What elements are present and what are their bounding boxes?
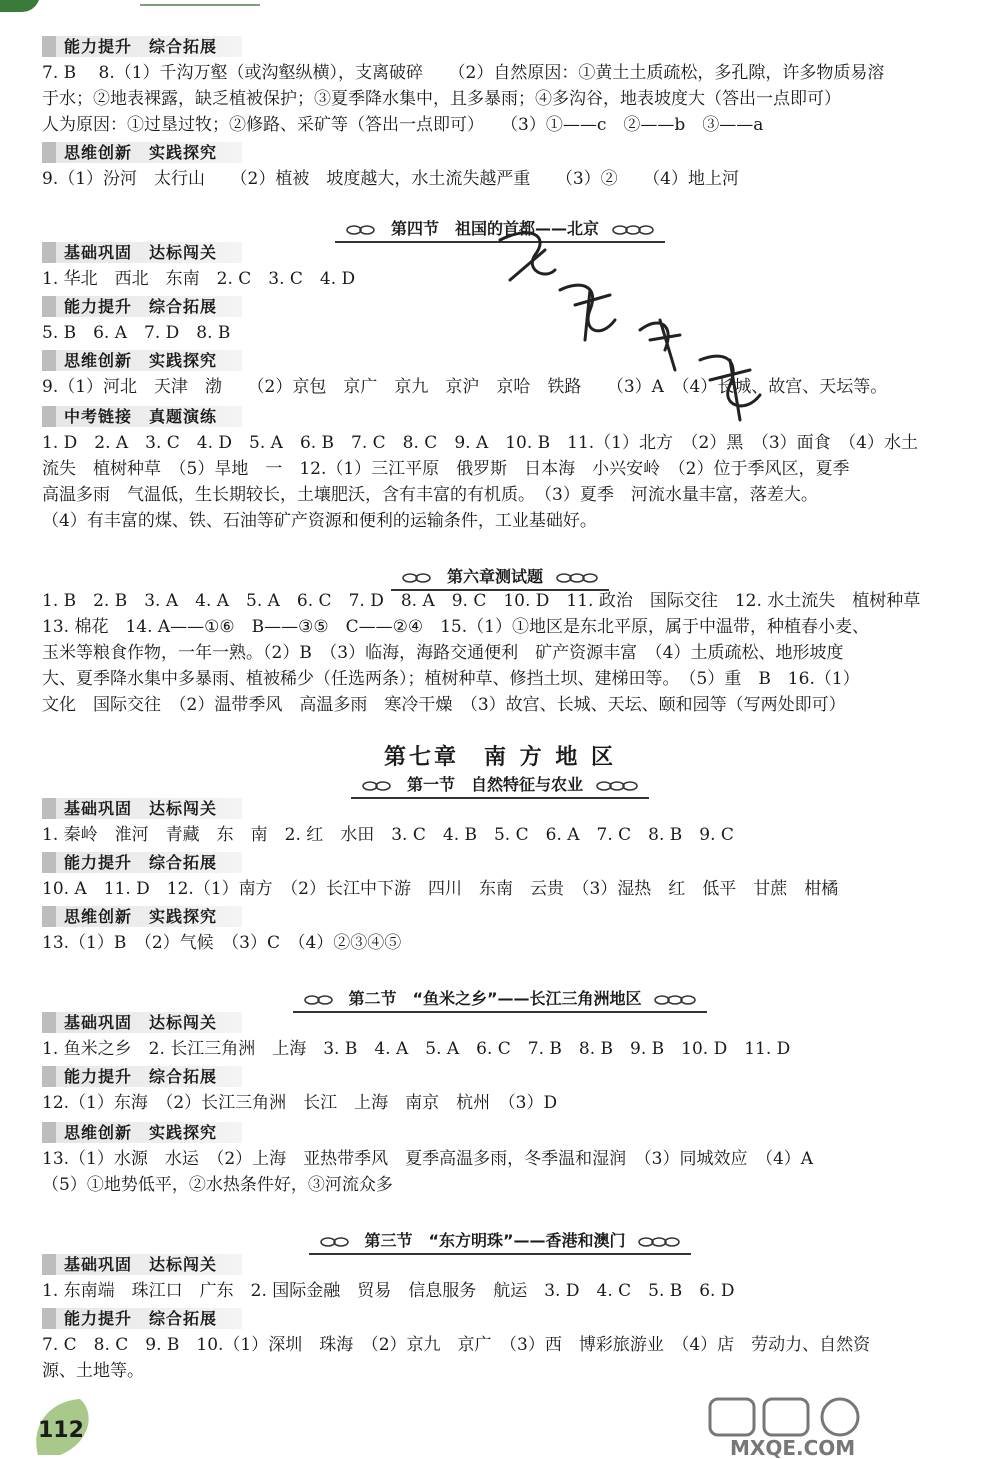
tag-basic: 基础巩固 达标闯关 bbox=[42, 1012, 242, 1033]
ornament-icon bbox=[637, 1236, 681, 1248]
ornament-icon bbox=[361, 780, 395, 792]
answer-line: 13. 棉花 14. A——①⑥ B——③⑤ C——②④ 15.（1）①地区是东北平原，属于中温带，种植春小麦、 bbox=[42, 617, 869, 637]
answer-line: 源、土地等。 bbox=[42, 1361, 144, 1381]
section-title: 第六章测试题 bbox=[446, 567, 543, 586]
answer-line: 人为原因：①过垦过牧；②修路、采矿等（答出一点即可） （3）①——c ②——b ③——a bbox=[42, 115, 764, 135]
section-heading-ch6-test bbox=[0, 564, 1000, 591]
tag-ability: 能力提升 综合拓展 bbox=[42, 852, 242, 873]
tag-exam: 中考链接 真题演练 bbox=[42, 406, 242, 427]
tag-basic: 基础巩固 达标闯关 bbox=[42, 1254, 242, 1275]
answer-line: 1. 华北 西北 东南 2. C 3. C 4. D bbox=[42, 269, 356, 289]
ornament-icon bbox=[319, 1236, 353, 1248]
answer-line: 大、夏季降水集中多暴雨、植被稀少（任选两条）；植树种草、修挡土坝、建梯田等。 （5）重 B 16.（1） bbox=[42, 669, 860, 689]
ornament-icon bbox=[303, 994, 337, 1006]
answer-line: 1. B 2. B 3. A 4. A 5. A 6. C 7. D 8. A 9. C 10. D 11. 政治 国际交往 12. 水土流失 植树种草 bbox=[42, 591, 921, 611]
answer-line: 于水；②地表裸露，缺乏植被保护；③夏季降水集中，且多暴雨；④多沟谷，地表坡度大（答出一点即可） bbox=[42, 89, 841, 109]
answer-line: 流失 植树种草 （5）旱地 一 12.（1）三江平原 俄罗斯 日本海 小兴安岭 （2）位于季风区，夏季 bbox=[42, 459, 850, 479]
answer-line: 7. C 8. C 9. B 10.（1）深圳 珠海 （2）京九 京广 （3）西 博彩旅游业 （4）店 劳动力、自然资 bbox=[42, 1335, 871, 1355]
answer-line: 7. B 8.（1）千沟万壑（或沟壑纵横），支离破碎 （2）自然原因：①黄土土质疏松，多孔隙，许多物质易溶 bbox=[42, 63, 885, 83]
page-number: 112 bbox=[38, 1418, 84, 1443]
answer-line: 1. 秦岭 淮河 青藏 东 南 2. 红 水田 3. C 4. B 5. C 6. A 7. C 8. B 9. C bbox=[42, 825, 734, 845]
logo-text: MXQE.COM bbox=[730, 1436, 856, 1459]
answer-line: 5. B 6. A 7. D 8. B bbox=[42, 323, 231, 343]
answer-line: 1. D 2. A 3. C 4. D 5. A 6. B 7. C 8. C 9. A 10. B 11.（1）北方 （2）黑 （3）面食 （4）水土 bbox=[42, 433, 918, 453]
answer-line: 13.（1）水源 水运 （2）上海 亚热带季风 夏季高温多雨，冬季温和湿润 （3）同城效应 （4）A bbox=[42, 1149, 814, 1169]
handwritten-watermark bbox=[490, 210, 810, 450]
answer-line: 1. 东南端 珠江口 广东 2. 国际金融 贸易 信息服务 航运 3. D 4. C 5. B 6. D bbox=[42, 1281, 735, 1301]
ornament-icon bbox=[345, 224, 379, 236]
section-heading-nature bbox=[0, 772, 1000, 799]
answer-line: （4）有丰富的煤、铁、石油等矿产资源和便利的运输条件，工业基础好。 bbox=[42, 511, 597, 531]
answer-line: 高温多雨 气温低，生长期较长，土壤肥沃，含有丰富的有机质。 （3）夏季 河流水量丰富，落差大。 bbox=[42, 485, 818, 505]
top-decoration bbox=[0, 0, 260, 14]
ornament-icon bbox=[653, 994, 697, 1006]
answer-line: （5）①地势低平，②水热条件好，③河流众多 bbox=[42, 1175, 393, 1195]
tag-basic: 基础巩固 达标闯关 bbox=[42, 798, 242, 819]
answer-line: 9.（1）汾河 太行山 （2）植被 坡度越大，水土流失越严重 （3）② （4）地上河 bbox=[42, 169, 739, 189]
tag-thinking: 思维创新 实践探究 bbox=[42, 1122, 242, 1143]
tag-ability: 能力提升 综合拓展 bbox=[42, 36, 242, 57]
section-title: 第四节 祖国的首都——北京 bbox=[390, 219, 599, 238]
ornament-icon bbox=[401, 572, 435, 584]
tag-basic: 基础巩固 达标闯关 bbox=[42, 242, 242, 263]
section-title: 第二节 “鱼米之乡”——长江三角洲地区 bbox=[348, 989, 642, 1008]
answer-line: 文化 国际交往 （2）温带季风 高温多雨 寒冷干燥 （3）故宫、长城、天坛、颐和园等（写两处即可） bbox=[42, 695, 846, 715]
section-title: 第三节 “东方明珠”——香港和澳门 bbox=[364, 1231, 626, 1250]
tag-ability: 能力提升 综合拓展 bbox=[42, 296, 242, 317]
answer-line: 10. A 11. D 12.（1）南方 （2）长江中下游 四川 东南 云贵 （3）湿热 红 低平 甘蔗 柑橘 bbox=[42, 879, 839, 899]
tag-thinking: 思维创新 实践探究 bbox=[42, 906, 242, 927]
tag-ability: 能力提升 综合拓展 bbox=[42, 1308, 242, 1329]
answer-line: 13.（1）B （2）气候 （3）C （4）②③④⑤ bbox=[42, 933, 402, 953]
site-logo-watermark bbox=[700, 1395, 995, 1459]
ornament-icon bbox=[555, 572, 599, 584]
section-heading-hk-macau bbox=[0, 1228, 1000, 1255]
ornament-icon bbox=[595, 780, 639, 792]
section-title: 第一节 自然特征与农业 bbox=[406, 775, 583, 794]
chapter-title: 第七章 南 方 地 区 bbox=[384, 744, 616, 770]
answer-line: 9.（1）河北 天津 渤 （2）京包 京广 京九 京沪 京哈 铁路 （3）A （4）长城、故宫、天坛等。 bbox=[42, 377, 888, 397]
answer-line: 12.（1）东海 （2）长江三角洲 长江 上海 南京 杭州 （3）D bbox=[42, 1093, 558, 1113]
tag-ability: 能力提升 综合拓展 bbox=[42, 1066, 242, 1087]
answer-line: 玉米等粮食作物，一年一熟。（2）B （3）临海，海路交通便利 矿产资源丰富 （4）土质疏松、地形坡度 bbox=[42, 643, 844, 663]
section-heading-yangtze bbox=[0, 986, 1000, 1013]
tag-thinking: 思维创新 实践探究 bbox=[42, 350, 242, 371]
answer-line: 1. 鱼米之乡 2. 长江三角洲 上海 3. B 4. A 5. A 6. C 7. B 8. B 9. B 10. D 11. D bbox=[42, 1039, 791, 1059]
tag-thinking: 思维创新 实践探究 bbox=[42, 142, 242, 163]
